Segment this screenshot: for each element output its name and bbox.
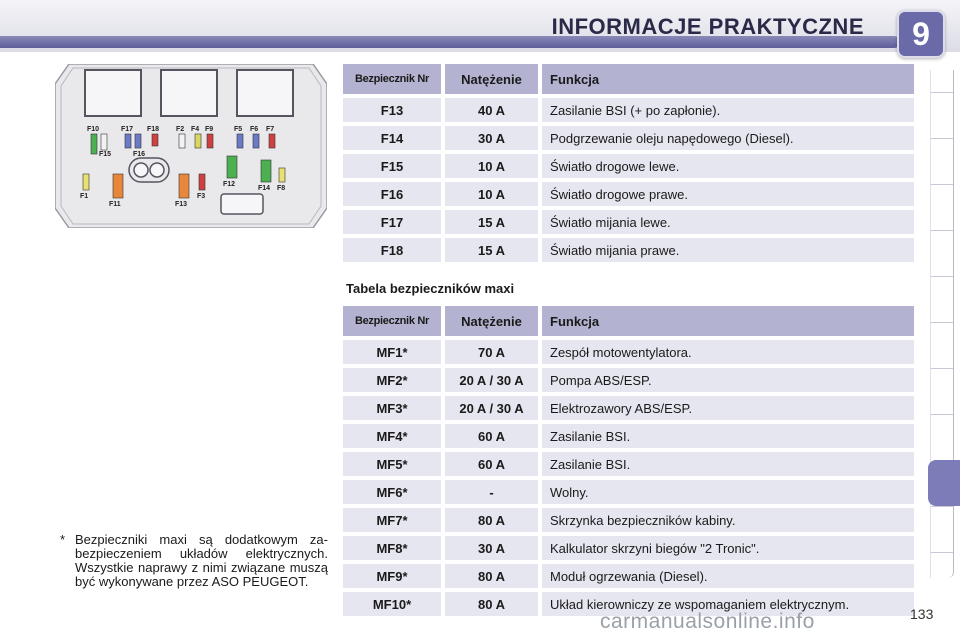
fuse-number: F18 <box>343 238 441 262</box>
column-header: Funkcja <box>538 64 914 94</box>
table-row <box>343 536 914 560</box>
tab-divider <box>931 276 953 277</box>
fuse-amperage: 10 A <box>441 154 538 178</box>
table-row <box>343 480 914 504</box>
diagram-label: F5 <box>234 126 243 133</box>
diagram-label: F2 <box>176 126 185 133</box>
tab-divider <box>931 138 953 139</box>
fuse-function: Układ kierowniczy ze wspomaganiem elektrycznym. <box>538 592 914 616</box>
table-header-row <box>343 64 914 94</box>
fuse-number: MF5* <box>343 452 441 476</box>
fuse-number: F16 <box>343 182 441 206</box>
fuse-function: Światło mijania lewe. <box>538 210 914 234</box>
fuse-function: Zespół motowentylatora. <box>538 340 914 364</box>
active-chapter-tab[interactable] <box>928 460 960 506</box>
tab-divider <box>931 552 953 553</box>
table-row <box>343 182 914 206</box>
tab-divider <box>931 414 953 415</box>
fuse-amperage: 20 A / 30 A <box>441 368 538 392</box>
fuse-number: F13 <box>343 98 441 122</box>
tab-divider <box>931 506 953 507</box>
column-header: Bezpiecznik Nr <box>343 64 441 94</box>
fuse-amperage: 30 A <box>441 126 538 150</box>
tab-divider <box>931 322 953 323</box>
tab-divider <box>931 92 953 93</box>
footnote <box>60 533 328 589</box>
fuse-number: MF9* <box>343 564 441 588</box>
fuse-function: Zasilanie BSI (+ po zapłonie). <box>538 98 914 122</box>
diagram-label: F13 <box>175 201 188 208</box>
fuse-amperage: 15 A <box>441 210 538 234</box>
fuse-function: Skrzynka bezpieczników kabiny. <box>538 508 914 532</box>
table-row <box>343 210 914 234</box>
fuse-amperage: 30 A <box>441 536 538 560</box>
table-row <box>343 126 914 150</box>
diagram-label: F10 <box>87 126 100 133</box>
fuse-amperage: 15 A <box>441 238 538 262</box>
table-row <box>343 564 914 588</box>
page-header <box>0 0 960 52</box>
fuse-number: MF1* <box>343 340 441 364</box>
fuse-amperage: 10 A <box>441 182 538 206</box>
diagram-label: F15 <box>99 151 112 158</box>
fuse-function: Wolny. <box>538 480 914 504</box>
footnote-text: Bezpieczniki maxi są dodatkowym za-bezpieczeniem układów elektrycznych. Wszystkie naprawy z nimi związane muszą być wykonywane przez ASO PEUGEOT. <box>75 532 328 589</box>
diagram-label: F17 <box>121 126 134 133</box>
table-row <box>343 154 914 178</box>
fuse-amperage: 80 A <box>441 592 538 616</box>
fuse-function: Podgrzewanie oleju napędowego (Diesel). <box>538 126 914 150</box>
fuse-function: Światło mijania prawe. <box>538 238 914 262</box>
fuse-function: Zasilanie BSI. <box>538 424 914 448</box>
fuse-function: Światło drogowe prawe. <box>538 182 914 206</box>
fuse-amperage: 70 A <box>441 340 538 364</box>
fuse-number: MF10* <box>343 592 441 616</box>
table-row <box>343 396 914 420</box>
table-row <box>343 424 914 448</box>
diagram-label: F9 <box>205 126 214 133</box>
fuse-number: F17 <box>343 210 441 234</box>
diagram-label: F18 <box>147 126 160 133</box>
maxi-fuses-table <box>343 302 914 620</box>
table-row <box>343 368 914 392</box>
table-row <box>343 98 914 122</box>
diagram-label: F6 <box>250 126 259 133</box>
fuse-amperage: 40 A <box>441 98 538 122</box>
fuse-amperage: 80 A <box>441 564 538 588</box>
fuse-number: MF7* <box>343 508 441 532</box>
diagram-label: F12 <box>223 181 236 188</box>
diagram-label: F3 <box>197 193 206 200</box>
column-header: Funkcja <box>538 306 914 336</box>
diagram-label: F14 <box>258 185 271 192</box>
fuse-function: Światło drogowe lewe. <box>538 154 914 178</box>
fuse-function: Elektrozawory ABS/ESP. <box>538 396 914 420</box>
tab-divider <box>931 368 953 369</box>
table-row <box>343 452 914 476</box>
fuse-function: Moduł ogrzewania (Diesel). <box>538 564 914 588</box>
fuse-number: MF3* <box>343 396 441 420</box>
chapter-badge: 9 <box>897 10 945 58</box>
table-row <box>343 238 914 262</box>
tab-divider <box>931 184 953 185</box>
fuse-function: Pompa ABS/ESP. <box>538 368 914 392</box>
watermark: carmanualsonline.info <box>600 610 815 633</box>
diagram-label: F7 <box>266 126 275 133</box>
fuse-function: Zasilanie BSI. <box>538 452 914 476</box>
fuses-table <box>343 60 914 266</box>
column-header: Natężenie <box>441 64 538 94</box>
page-title: INFORMACJE PRAKTYCZNE <box>551 14 864 39</box>
footnote-marker: * <box>60 532 66 547</box>
table-row <box>343 508 914 532</box>
column-header: Natężenie <box>441 306 538 336</box>
diagram-label: F11 <box>109 201 121 208</box>
fuse-amperage: 60 A <box>441 424 538 448</box>
fuse-amperage: - <box>441 480 538 504</box>
fuse-function: Kalkulator skrzyni biegów "2 Tronic". <box>538 536 914 560</box>
diagram-label: F16 <box>133 151 146 158</box>
tab-divider <box>931 230 953 231</box>
fuse-number: MF8* <box>343 536 441 560</box>
fuse-number: MF4* <box>343 424 441 448</box>
fuse-amperage: 80 A <box>441 508 538 532</box>
fuse-number: MF2* <box>343 368 441 392</box>
fuse-number: F14 <box>343 126 441 150</box>
diagram-label: F8 <box>277 185 286 192</box>
fuse-number: MF6* <box>343 480 441 504</box>
table-header-row <box>343 306 914 336</box>
fuse-amperage: 60 A <box>441 452 538 476</box>
page-number: 133 <box>910 606 934 622</box>
column-header: Bezpiecznik Nr <box>343 306 441 336</box>
maxi-table-title: Tabela bezpieczników maxi <box>346 281 515 296</box>
diagram-label: F4 <box>191 126 200 133</box>
fuse-box-diagram <box>55 64 327 228</box>
fuse-number: F15 <box>343 154 441 178</box>
diagram-label: F1 <box>80 193 89 200</box>
table-row <box>343 340 914 364</box>
fuse-amperage: 20 A / 30 A <box>441 396 538 420</box>
